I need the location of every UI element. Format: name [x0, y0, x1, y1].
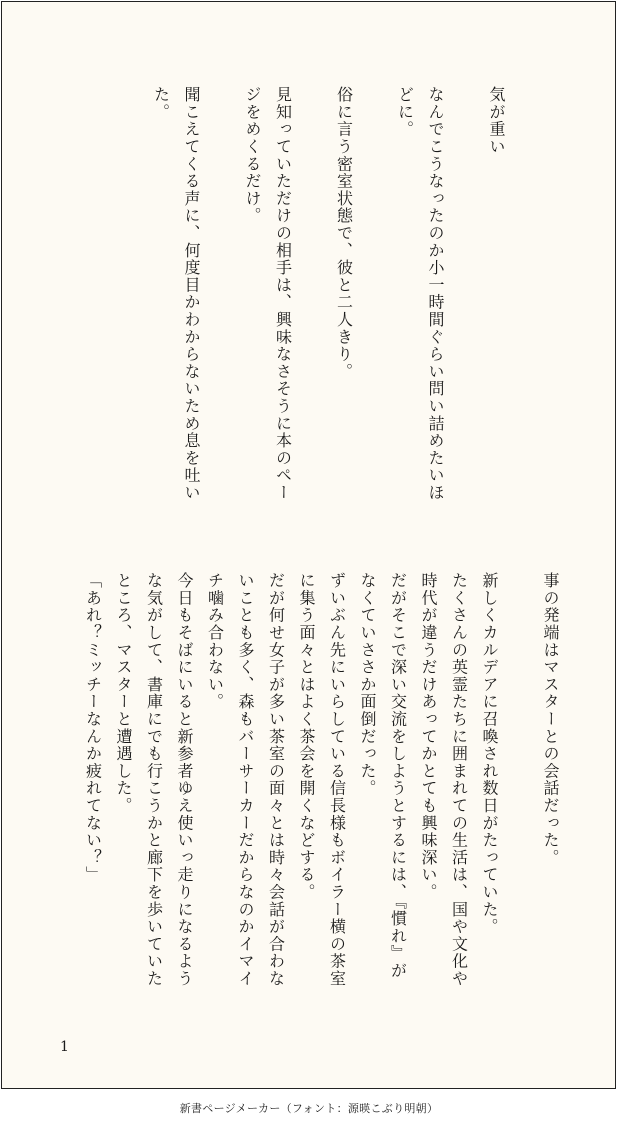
text-column-bottom: 事の発端はマスターとの会話だった。 新しくカルデアに召喚され数日がたっていた。 たくさんの英霊たちに囲まれての生活は、国や文化や時代が違うだけあってかとても興味深い。 だがそこで深い交流をしようとするには、『慣れ』がなくていささか面倒だった。 ずいぶん先にいらしている信長様もボイラー横の茶室に集う面々とはよく茶会を開くなどする。 だが何せ女子が多い茶室の面々とは時々会話が合わないことも多く、森もバーサーカーだからなのかイマイチ噛み合わない。 今日もそばにいると新参者ゆえ使いっ走りになるような気がして、書庫にでも行こうかと廊下を歩いていたところ、マスターと遭遇した。 「あれ？ミッチーなんか疲れてない？」: [83, 572, 560, 988]
book-page: [1, 1, 616, 1089]
footer-credit: 新書ページメーカー（フォント：源暎こぶり明朝）: [179, 1102, 439, 1115]
text-column-top: 気が重い なんでこうなったのか小一時間ぐらい問い詰めたいほどに。 俗に言う密室状態で、彼と二人きり。 見知っていただけの相手は、興味なさそうに本のページをめくるだけ。 聞こえてくる声に、何度目かわからないため息を吐いた。: [151, 86, 506, 502]
page-number: 1: [60, 1039, 69, 1055]
